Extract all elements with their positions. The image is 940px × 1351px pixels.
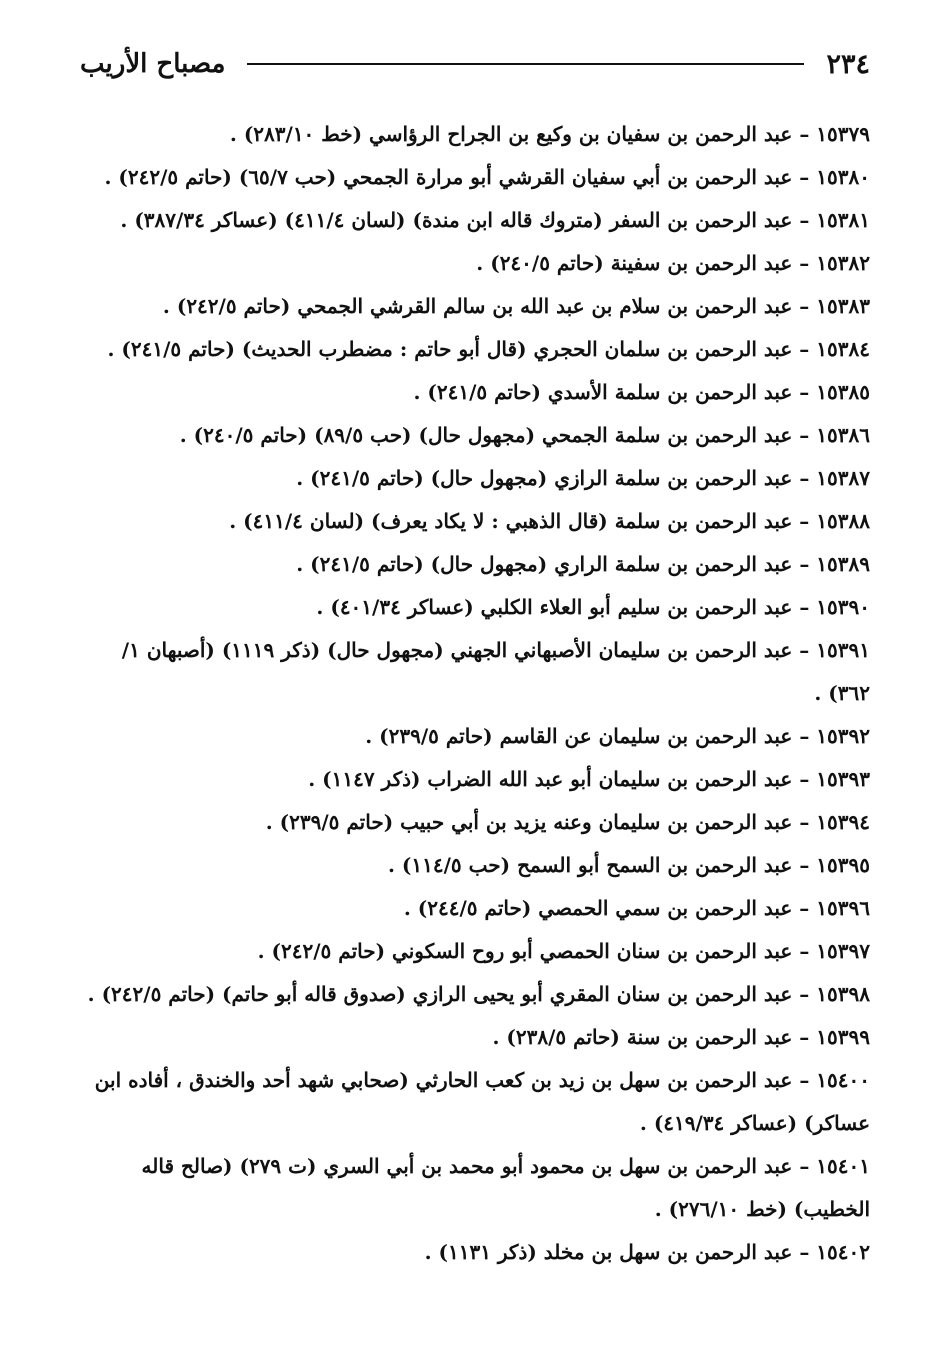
list-item: ١٥٣٨٩ – عبد الرحمن بن سلمة الراري (مجهول حال) (حاتم ٢٤١/٥) . [296, 552, 870, 576]
header-rule [247, 63, 804, 65]
list-item: ١٥٣٩٢ – عبد الرحمن بن سليمان عن القاسم (حاتم ٢٣٩/٥) . [365, 724, 870, 748]
list-item: ١٥٣٨٠ – عبد الرحمن بن أبي سفيان القرشي أبو مرارة الجمحي (حب ٦٥/٧) (حاتم ٢٤٢/٥) . [104, 165, 870, 189]
entry-list [80, 113, 870, 1274]
list-item: ١٥٣٨٧ – عبد الرحمن بن سلمة الرازي (مجهول حال) (حاتم ٢٤١/٥) . [296, 466, 870, 490]
list-item: ١٥٣٩٠ – عبد الرحمن بن سليم أبو العلاء الكلبي (عساكر ٤٠١/٣٤) . [316, 595, 870, 619]
list-item: ١٥٣٨٢ – عبد الرحمن بن سفينة (حاتم ٢٤٠/٥) . [476, 251, 870, 275]
book-title: مصباح الأريب [80, 49, 226, 79]
list-item: ١٥٤٠١ – عبد الرحمن بن سهل بن محمود أبو محمد بن أبي السري (ت ٢٧٩) (صالح قاله الخطيب) (خط ٢٧٦/١٠) . [141, 1154, 870, 1221]
list-item: ١٥٣٧٩ – عبد الرحمن بن سفيان بن وكيع بن الجراح الرؤاسي (خط ٢٨٣/١٠) . [229, 122, 870, 146]
list-item: ١٥٣٩٧ – عبد الرحمن بن سنان الحمصي أبو روح السكوني (حاتم ٢٤٢/٥) . [257, 939, 870, 963]
page-header [80, 40, 870, 88]
list-item: ١٥٣٩٣ – عبد الرحمن بن سليمان أبو عبد الله الضراب (ذكر ١١٤٧) . [308, 767, 870, 791]
list-item: ١٥٣٨٨ – عبد الرحمن بن سلمة (قال الذهبي : لا يكاد يعرف) (لسان ٤١١/٤) . [229, 509, 870, 533]
list-item: ١٥٣٨٤ – عبد الرحمن بن سلمان الحجري (قال أبو حاتم : مضطرب الحديث) (حاتم ٢٤١/٥) . [107, 337, 870, 361]
list-item: ١٥٣٩١ – عبد الرحمن بن سليمان الأصبهاني الجهني (مجهول حال) (ذكر ١١١٩) (أصبهان ١/ ٣٦٢) . [121, 638, 870, 705]
list-item: ١٥٤٠٢ – عبد الرحمن بن سهل بن مخلد (ذكر ١١٣١) . [424, 1240, 870, 1264]
list-item: ١٥٣٩٤ – عبد الرحمن بن سليمان وعنه يزيد بن أبي حبيب (حاتم ٢٣٩/٥) . [265, 810, 870, 834]
list-item: ١٥٣٨٣ – عبد الرحمن بن سلام بن عبد الله بن سالم القرشي الجمحي (حاتم ٢٤٢/٥) . [162, 294, 870, 318]
list-item: ١٥٣٨٦ – عبد الرحمن بن سلمة الجمحي (مجهول حال) (حب ٨٩/٥) (حاتم ٢٤٠/٥) . [179, 423, 870, 447]
list-item: ١٥٣٨١ – عبد الرحمن بن السفر (متروك قاله ابن مندة) (لسان ٤١١/٤) (عساكر ٣٨٧/٣٤) . [120, 208, 870, 232]
list-item: ١٥٣٩٥ – عبد الرحمن بن السمح أبو السمح (حب ١١٤/٥) . [388, 853, 870, 877]
list-item: ١٥٣٨٥ – عبد الرحمن بن سلمة الأسدي (حاتم ٢٤١/٥) . [413, 380, 870, 404]
list-item: ١٥٣٩٦ – عبد الرحمن بن سمي الحمصي (حاتم ٢٤٤/٥) . [403, 896, 870, 920]
list-item: ١٥٣٩٩ – عبد الرحمن بن سنة (حاتم ٢٣٨/٥) . [492, 1025, 870, 1049]
list-item: ١٥٣٩٨ – عبد الرحمن بن سنان المقري أبو يحيى الرازي (صدوق قاله أبو حاتم) (حاتم ٢٤٢/٥) . [87, 982, 870, 1006]
page-number: ٢٣٤ [826, 48, 870, 80]
list-item: ١٥٤٠٠ – عبد الرحمن بن سهل بن زيد بن كعب الحارثي (صحابي شهد أحد والخندق ، أفاده ابن عساكر) (عساكر ٤١٩/٣٤) . [94, 1068, 870, 1135]
